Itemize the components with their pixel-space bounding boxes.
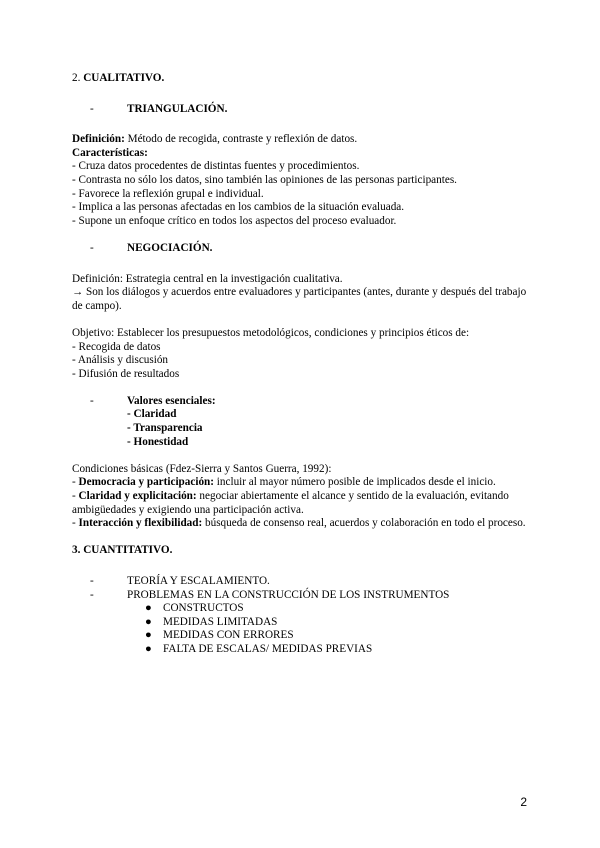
bullet-item-text: CONSTRUCTOS [163, 602, 244, 615]
condition-item [72, 517, 528, 531]
dash-marker: - [90, 102, 94, 115]
dash-marker: - [90, 588, 94, 601]
bullet-item-text: MEDIDAS CON ERRORES [163, 629, 294, 642]
condition-label: Interacción y flexibilidad: [78, 517, 203, 530]
condition-text: negociar abiertamente el alcance y sentido de la evaluación, evitando ambigüedades y exigiendo una participación activa. [72, 490, 509, 516]
bullet-item-text: MEDIDAS LIMITADAS [163, 615, 278, 628]
objective-item: - Análisis y discusión [72, 354, 169, 367]
condition-item [72, 490, 528, 517]
characteristic-item: - Contrasta no sólo los datos, sino también las opiniones de las personas participantes. [72, 173, 457, 186]
section-2-heading [72, 72, 528, 86]
section-3-item-text: TEORÍA Y ESCALAMIENTO. [127, 575, 270, 587]
section-3-heading [72, 544, 528, 558]
value-item: - Transparencia [127, 422, 203, 435]
characteristic-item: - Favorece la reflexión grupal e individual. [72, 187, 264, 200]
condition-item [72, 476, 528, 490]
condition-label: Democracia y participación: [78, 476, 214, 489]
characteristic-item: - Cruza datos procedentes de distintas fuentes y procedimientos. [72, 160, 360, 173]
bullet-icon: ● [145, 615, 152, 628]
bullet-item [90, 629, 528, 643]
triangulacion-heading [90, 103, 528, 117]
definition-label: Definición: [72, 133, 125, 146]
negociacion-title: NEGOCIACIÓN. [127, 241, 213, 254]
bullet-item [90, 602, 528, 616]
negociacion-arrow-line: → Son los diálogos y acuerdos entre evaluadores y participantes (antes, durante y después del trabajo de campo). [72, 286, 527, 312]
condition-text: búsqueda de consenso real, acuerdos y colaboración en todo el proceso. [202, 517, 526, 530]
objective-item: - Difusión de resultados [72, 367, 180, 380]
condition-text: incluir al mayor número posible de implicados desde el inicio. [214, 476, 496, 489]
section-2-number: 2. [72, 72, 81, 84]
value-item: - Honestidad [127, 435, 189, 448]
bullet-item [90, 616, 528, 630]
bullet-icon: ● [145, 602, 152, 615]
document-page [72, 72, 528, 657]
condition-prefix: - [72, 490, 79, 503]
conditions-intro: Condiciones básicas (Fdez-Sierra y Santos Guerra, 1992): [72, 462, 332, 475]
bullet-item [90, 643, 528, 657]
section-3-item [90, 575, 528, 589]
condition-prefix: - [72, 476, 79, 489]
triangulacion-title: TRIANGULACIÓN. [127, 102, 228, 115]
values-title: Valores esenciales: [127, 394, 216, 407]
section-3-title: 3. CUANTITATIVO. [72, 544, 173, 557]
definition-text: Método de recogida, contraste y reflexión de datos. [124, 133, 358, 146]
bullet-icon: ● [145, 642, 152, 655]
characteristic-item: - Supone un enfoque crítico en todos los aspectos del proceso evaluador. [72, 214, 397, 227]
triangulacion-definition [72, 133, 528, 147]
section-2-title: CUALITATIVO. [83, 72, 165, 84]
characteristics-label-text: Características: [72, 146, 148, 159]
section-3-item-text: PROBLEMAS EN LA CONSTRUCCIÓN DE LOS INSTRUMENTOS [127, 588, 450, 601]
bullet-icon: ● [145, 629, 152, 642]
negociacion-heading [90, 242, 528, 256]
value-item: - Claridad [127, 408, 177, 421]
objective-item: - Recogida de datos [72, 340, 161, 353]
dash-marker: - [90, 394, 94, 407]
page-number: 2 [520, 795, 527, 809]
condition-label: Claridad y explicitación: [78, 490, 197, 503]
condition-prefix: - [72, 517, 79, 530]
negociacion-definition: Definición: Estrategia central en la investigación cualitativa. [72, 272, 343, 285]
dash-marker: - [90, 241, 94, 254]
negociacion-objective: Objetivo: Establecer los presupuestos metodológicos, condiciones y principios éticos de: [72, 326, 470, 339]
characteristic-item: - Implica a las personas afectadas en los cambios de la situación evaluada. [72, 201, 405, 214]
values-block [90, 395, 528, 449]
characteristics-label [72, 147, 528, 161]
section-3-item [90, 589, 528, 603]
bullet-item-text: FALTA DE ESCALAS/ MEDIDAS PREVIAS [163, 642, 373, 655]
dash-marker: - [90, 575, 94, 587]
